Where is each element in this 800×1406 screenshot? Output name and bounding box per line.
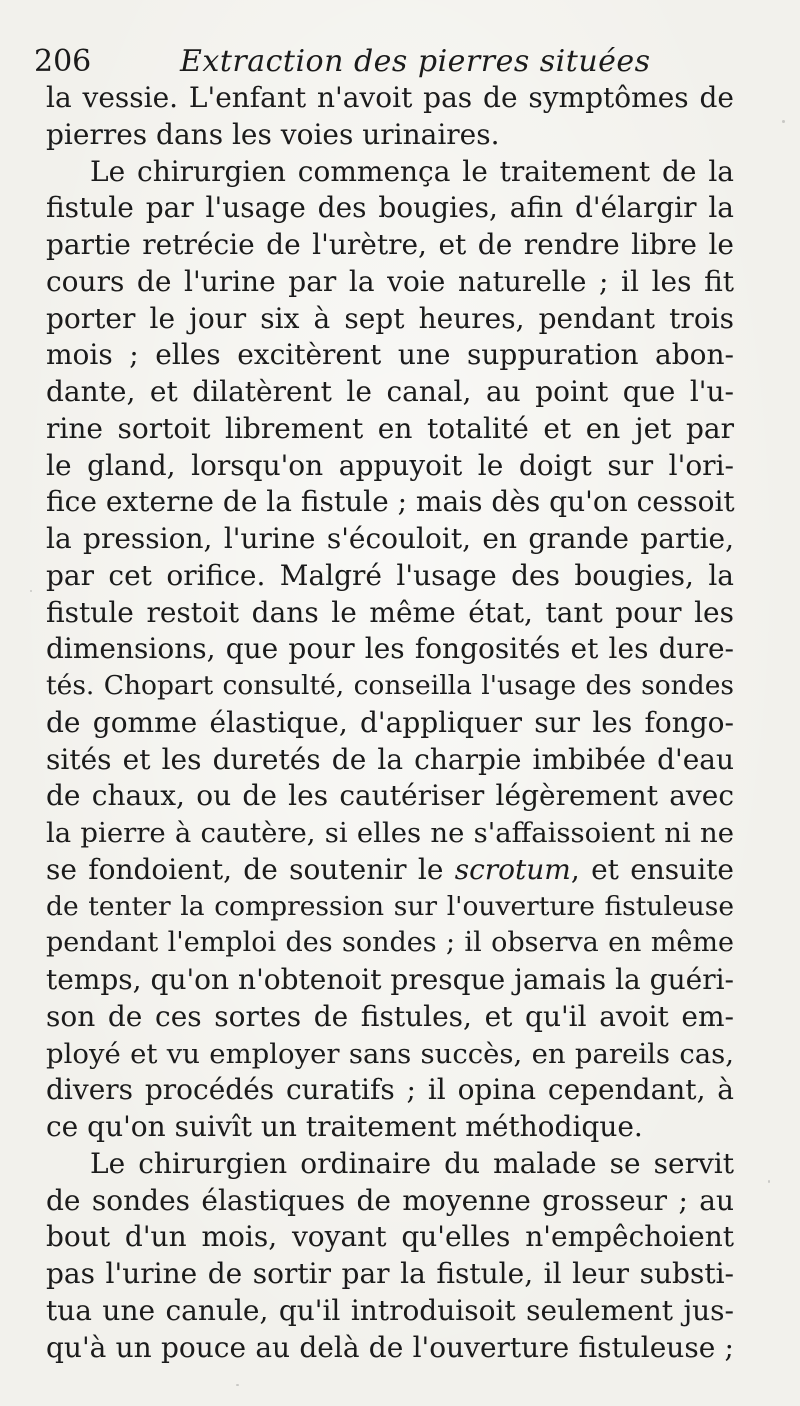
text-line: sités et les duretés de la charpie imbibée d'eau <box>46 742 734 776</box>
text-line: dimensions, que pour les fongosités et les dure- <box>46 632 734 666</box>
italic-term: scrotum <box>454 852 571 886</box>
page-header <box>0 40 800 84</box>
text-segment: se fondoient, de soutenir le <box>46 852 455 886</box>
text-line: fistule par l'usage des bougies, afin d'élargir la <box>46 191 734 225</box>
text-line: tua une canule, qu'il introduisoit seulement jus- <box>46 1293 734 1327</box>
paper-speck <box>768 1180 770 1183</box>
text-line: de sondes élastiques de moyenne grosseur ; au <box>46 1183 734 1217</box>
body-text <box>46 80 734 1366</box>
page-number: 206 <box>34 44 92 79</box>
text-line: tés. Chopart consulté, conseilla l'usage des sondes <box>46 670 734 701</box>
text-line: son de ces sortes de fistules, et qu'il avoit em- <box>46 999 734 1033</box>
text-line: dante, et dilatèrent le canal, au point que l'u- <box>46 375 734 408</box>
text-line: porter le jour six à sept heures, pendant trois <box>46 301 734 335</box>
text-line: cours de l'urine par la voie naturelle ; il les fit <box>46 264 734 298</box>
text-line: pierres dans les voies urinaires. <box>46 117 500 151</box>
text-line: de gomme élastique, d'appliquer sur les fongo- <box>46 705 734 739</box>
text-line: ce qu'on suivît un traitement méthodique. <box>46 1110 643 1143</box>
text-line: qu'à un pouce au delà de l'ouverture fistuleuse ; <box>46 1330 734 1364</box>
text-line: pas l'urine de sortir par la fistule, il leur substi- <box>46 1257 734 1290</box>
paper-speck <box>782 120 785 123</box>
text-line: de tenter la compression sur l'ouverture fistuleuse <box>46 890 734 922</box>
text-line: partie retrécie de l'urètre, et de rendre libre le <box>46 228 734 261</box>
text-line: fice externe de la fistule ; mais dès qu'on cessoit <box>46 485 735 519</box>
running-title: Extraction des pierres situées <box>180 44 651 79</box>
paper-speck <box>236 1384 239 1386</box>
text-line: rine sortoit librement en totalité et en jet par <box>46 411 734 445</box>
text-line: fistule restoit dans le même état, tant pour les <box>46 595 734 629</box>
text-line: la vessie. L'enfant n'avoit pas de symptômes de <box>46 81 734 114</box>
text-line: bout d'un mois, voyant qu'elles n'empêchoient <box>46 1220 734 1254</box>
text-segment: , et ensuite <box>570 852 734 886</box>
text-line: la pierre à cautère, si elles ne s'affaissoient ni ne <box>46 817 734 849</box>
text-line: ployé et vu employer sans succès, en pareils cas, <box>46 1037 734 1070</box>
text-line: de chaux, ou de les cautériser légèrement avec <box>46 779 734 813</box>
paragraph-start-line: Le chirurgien commença le traitement de la <box>90 154 734 188</box>
text-line: temps, qu'on n'obtenoit presque jamais la guéri- <box>46 963 734 996</box>
paper-speck <box>30 590 32 592</box>
text-line: divers procédés curatifs ; il opina cependant, à <box>46 1073 734 1107</box>
text-line: pendant l'emploi des sondes ; il observa en même <box>46 927 734 959</box>
text-line: le gland, lorsqu'on appuyoit le doigt sur l'ori- <box>46 448 734 482</box>
text-line: par cet orifice. Malgré l'usage des bougies, la <box>46 558 734 592</box>
text-line-with-italic <box>46 852 734 889</box>
text-line: mois ; elles excitèrent une suppuration abon- <box>46 338 734 372</box>
text-line: la pression, l'urine s'écouloit, en grande partie, <box>46 522 734 555</box>
paragraph-start-line: Le chirurgien ordinaire du malade se servit <box>90 1146 734 1180</box>
